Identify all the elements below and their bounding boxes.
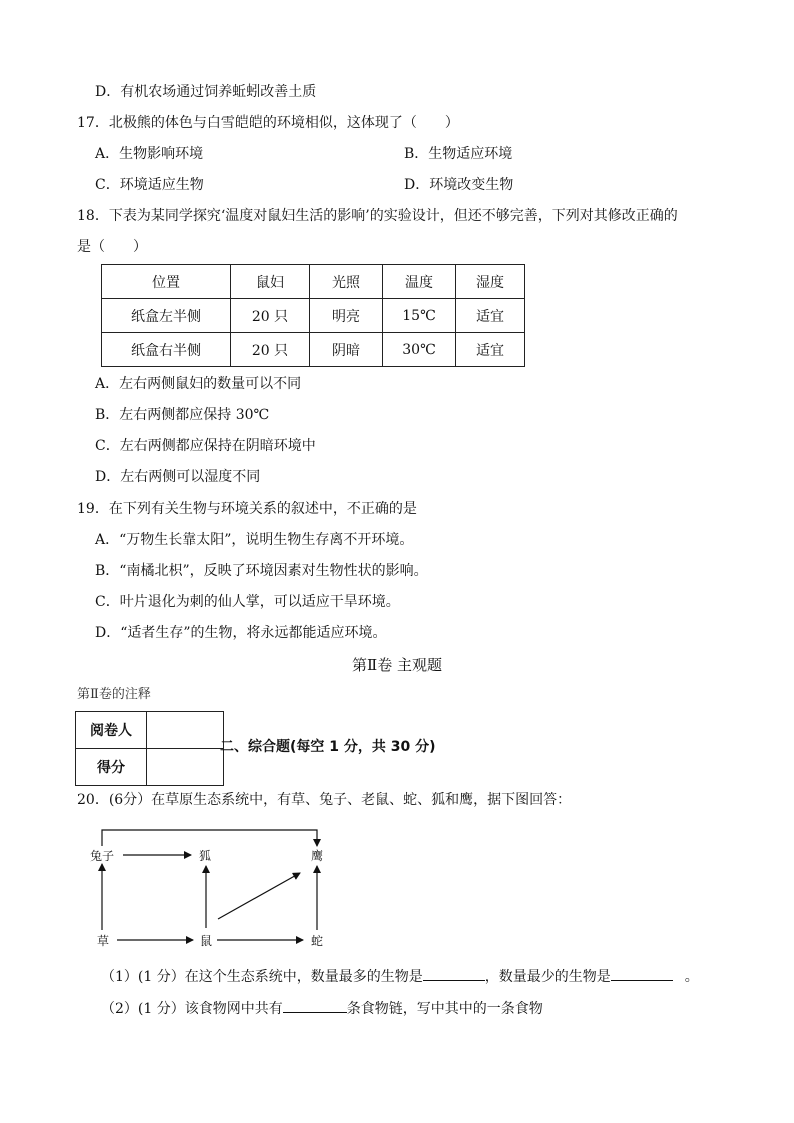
q18-stem-line2: 是（ ） [77, 239, 147, 255]
q18-stem-line1: 18．下表为某同学探究‘温度对鼠妇生活的影响’的实验设计，但还不够完善，下列对其修改正确的 [77, 208, 678, 224]
arrow-rabbit-hawk [102, 830, 317, 846]
table-header: 位置 [102, 265, 231, 299]
table-row [102, 299, 525, 333]
table-header: 温度 [383, 265, 456, 299]
score-box [75, 711, 224, 786]
answer-blank-chain-count[interactable] [283, 998, 347, 1013]
q20-stem: 20．(6分）在草原生态系统中，有草、兔子、老鼠、蛇、狐和鹰，据下图回答： [77, 792, 572, 808]
score-label: 得分 [76, 749, 147, 786]
q19-option-a[interactable]: A．“万物生长靠太阳”，说明生物生存离不开环境。 [95, 532, 414, 548]
node-grass: 草 [97, 934, 110, 948]
table-cell: 15℃ [383, 299, 456, 333]
arrow-mouse-hawk [218, 873, 300, 919]
q20-sub2-text-a: （2）(1 分）该食物网中共有 [101, 1001, 283, 1017]
q18-option-d[interactable]: D．左右两侧可以湿度不同 [95, 469, 261, 485]
table-cell: 纸盒右半侧 [102, 333, 231, 367]
q18-option-a[interactable]: A．左右两侧鼠妇的数量可以不同 [95, 376, 302, 392]
experiment-table [101, 264, 525, 367]
q18-option-b[interactable]: B．左右两侧都应保持 30℃ [95, 407, 270, 423]
q17-option-c[interactable]: C．环境适应生物 [95, 177, 204, 193]
table-cell: 20 只 [231, 333, 310, 367]
table-header: 湿度 [456, 265, 525, 299]
q20-sub1 [101, 966, 699, 987]
q20-sub1-text-b: ，数量最少的生物是 [484, 969, 611, 985]
table-cell: 适宜 [456, 333, 525, 367]
table-cell: 纸盒左半侧 [102, 299, 231, 333]
q18-option-c[interactable]: C．左右两侧都应保持在阴暗环境中 [95, 438, 316, 454]
q19-stem: 19．在下列有关生物与环境关系的叙述中，不正确的是 [77, 501, 417, 517]
grader-field[interactable] [147, 712, 224, 749]
section-heading: 二、综合题(每空 1 分，共 30 分) [220, 739, 436, 755]
q17-stem: 17．北极熊的体色与白雪皑皑的环境相似，这体现了（ ） [77, 115, 459, 131]
table-header-row [102, 265, 525, 299]
table-header: 鼠妇 [231, 265, 310, 299]
q19-option-b[interactable]: B．“南橘北枳”，反映了环境因素对生物性状的影响。 [95, 563, 428, 579]
q17-option-d[interactable]: D．环境改变生物 [404, 177, 514, 193]
table-cell: 阴暗 [310, 333, 383, 367]
q17-option-a[interactable]: A．生物影响环境 [95, 146, 204, 162]
node-rabbit: 兔子 [90, 849, 115, 863]
q20-sub2-text-b: 条食物链，写中其中的一条食物 [346, 1001, 543, 1017]
table-cell: 明亮 [310, 299, 383, 333]
node-fox: 狐 [199, 849, 212, 863]
q20-sub1-text-c: 。 [684, 969, 699, 985]
q17-option-b[interactable]: B．生物适应环境 [404, 146, 513, 162]
part2-title: 第Ⅱ卷 主观题 [352, 656, 442, 674]
node-snake: 蛇 [311, 934, 324, 948]
q20-sub1-text-a: （1）(1 分）在这个生态系统中，数量最多的生物是 [101, 969, 423, 985]
table-cell: 20 只 [231, 299, 310, 333]
q19-option-d[interactable]: D．“适者生存”的生物，将永远都能适应环境。 [95, 625, 387, 641]
q16-option-d: D．有机农场通过饲养蚯蚓改善土质 [95, 84, 317, 100]
score-field[interactable] [147, 749, 224, 786]
node-mouse: 鼠 [200, 934, 213, 948]
part2-note: 第Ⅱ卷的注释 [77, 687, 151, 702]
table-cell: 30℃ [383, 333, 456, 367]
answer-blank-most[interactable] [423, 966, 485, 981]
answer-blank-least[interactable] [611, 966, 673, 981]
q19-option-c[interactable]: C．叶片退化为刺的仙人掌，可以适应干旱环境。 [95, 594, 400, 610]
food-web-diagram [85, 820, 345, 955]
q20-sub2 [101, 998, 543, 1019]
node-hawk: 鹰 [311, 849, 324, 863]
table-cell: 适宜 [456, 299, 525, 333]
table-row [102, 333, 525, 367]
table-header: 光照 [310, 265, 383, 299]
grader-label: 阅卷人 [76, 712, 147, 749]
